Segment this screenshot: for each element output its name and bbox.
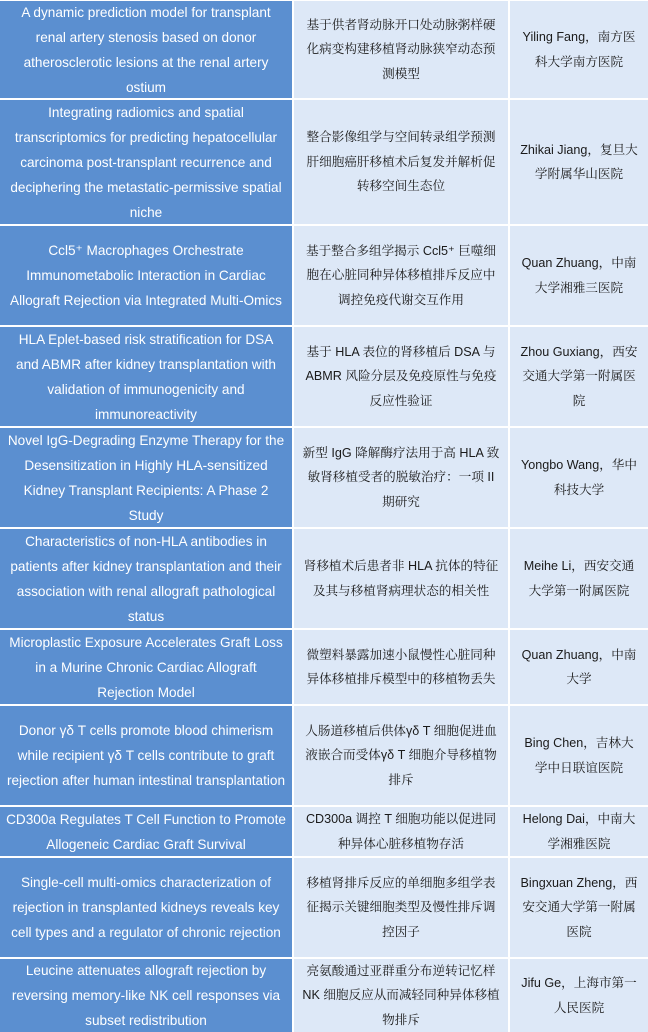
table-row [0, 630, 648, 706]
english-title-cell: CD300a Regulates T Cell Function to Promote Allogeneic Cardiac Graft Survival [0, 807, 294, 856]
chinese-title-cell: 基于供者肾动脉开口处动脉粥样硬化病变构建移植肾动脉狭窄动态预测模型 [294, 1, 510, 98]
author-cell: Meihe Li，西安交通大学第一附属医院 [510, 529, 648, 628]
table-row [0, 1, 648, 100]
author-cell: Yongbo Wang，华中科技大学 [510, 428, 648, 527]
english-title-cell: A dynamic prediction model for transplant renal artery stenosis based on donor atherosclerotic lesions at the renal artery ostium [0, 1, 294, 98]
english-title-cell: HLA Eplet-based risk stratification for DSA and ABMR after kidney transplantation with validation of immunogenicity and immunoreactivity [0, 327, 294, 426]
author-cell: Helong Dai，中南大学湘雅医院 [510, 807, 648, 856]
english-title-cell: Integrating radiomics and spatial transcriptomics for predicting hepatocellular carcinoma post-transplant recurrence and deciphering the metastatic-permissive spatial niche [0, 100, 294, 224]
english-title-cell: Characteristics of non-HLA antibodies in patients after kidney transplantation and their association with renal allograft pathological status [0, 529, 294, 628]
table-row [0, 327, 648, 428]
chinese-title-cell: 基于整合多组学揭示 Ccl5⁺ 巨噬细胞在心脏同种异体移植排斥反应中调控免疫代谢交互作用 [294, 226, 510, 325]
table-row [0, 959, 648, 1032]
chinese-title-cell: 亮氨酸通过亚群重分布逆转记忆样 NK 细胞反应从而减轻同种异体移植物排斥 [294, 959, 510, 1032]
author-cell: Zhikai Jiang，复旦大学附属华山医院 [510, 100, 648, 224]
english-title-cell: Microplastic Exposure Accelerates Graft Loss in a Murine Chronic Cardiac Allograft Rejection Model [0, 630, 294, 704]
chinese-title-cell: 新型 IgG 降解酶疗法用于高 HLA 致敏肾移植受者的脱敏治疗：一项 II期研究 [294, 428, 510, 527]
chinese-title-cell: 整合影像组学与空间转录组学预测肝细胞癌肝移植术后复发并解析促转移空间生态位 [294, 100, 510, 224]
english-title-cell: Ccl5⁺ Macrophages Orchestrate Immunometabolic Interaction in Cardiac Allograft Rejection via Integrated Multi-Omics [0, 226, 294, 325]
chinese-title-cell: 肾移植术后患者非 HLA 抗体的特征及其与移植肾病理状态的相关性 [294, 529, 510, 628]
table-row [0, 100, 648, 226]
table-row [0, 858, 648, 959]
author-cell: Yiling Fang，南方医科大学南方医院 [510, 1, 648, 98]
table-row [0, 807, 648, 858]
author-cell: Bingxuan Zheng，西安交通大学第一附属医院 [510, 858, 648, 957]
author-cell: Jifu Ge，上海市第一人民医院 [510, 959, 648, 1032]
english-title-cell: Novel IgG-Degrading Enzyme Therapy for the Desensitization in Highly HLA-sensitized Kidney Transplant Recipients: A Phase 2 Study [0, 428, 294, 527]
table-row [0, 226, 648, 327]
chinese-title-cell: 微塑料暴露加速小鼠慢性心脏同种异体移植排斥模型中的移植物丢失 [294, 630, 510, 704]
english-title-cell: Leucine attenuates allograft rejection by reversing memory-like NK cell responses via subset redistribution [0, 959, 294, 1032]
table-row [0, 706, 648, 807]
author-cell: Quan Zhuang，中南大学湘雅三医院 [510, 226, 648, 325]
author-cell: Bing Chen，吉林大学中日联谊医院 [510, 706, 648, 805]
table-row [0, 428, 648, 529]
author-cell: Zhou Guxiang，西安交通大学第一附属医院 [510, 327, 648, 426]
chinese-title-cell: 移植肾排斥反应的单细胞多组学表征揭示关键细胞类型及慢性排斥调控因子 [294, 858, 510, 957]
chinese-title-cell: 人肠道移植后供体γδ T 细胞促进血液嵌合而受体γδ T 细胞介导移植物排斥 [294, 706, 510, 805]
english-title-cell: Donor γδ T cells promote blood chimerism while recipient γδ T cells contribute to graft rejection after human intestinal transplantation [0, 706, 294, 805]
chinese-title-cell: CD300a 调控 T 细胞功能以促进同种异体心脏移植物存活 [294, 807, 510, 856]
chinese-title-cell: 基于 HLA 表位的肾移植后 DSA 与 ABMR 风险分层及免疫原性与免疫反应性验证 [294, 327, 510, 426]
english-title-cell: Single-cell multi-omics characterization of rejection in transplanted kidneys reveals key cell types and a regulator of chronic rejection [0, 858, 294, 957]
table-row [0, 529, 648, 630]
author-cell: Quan Zhuang，中南大学 [510, 630, 648, 704]
